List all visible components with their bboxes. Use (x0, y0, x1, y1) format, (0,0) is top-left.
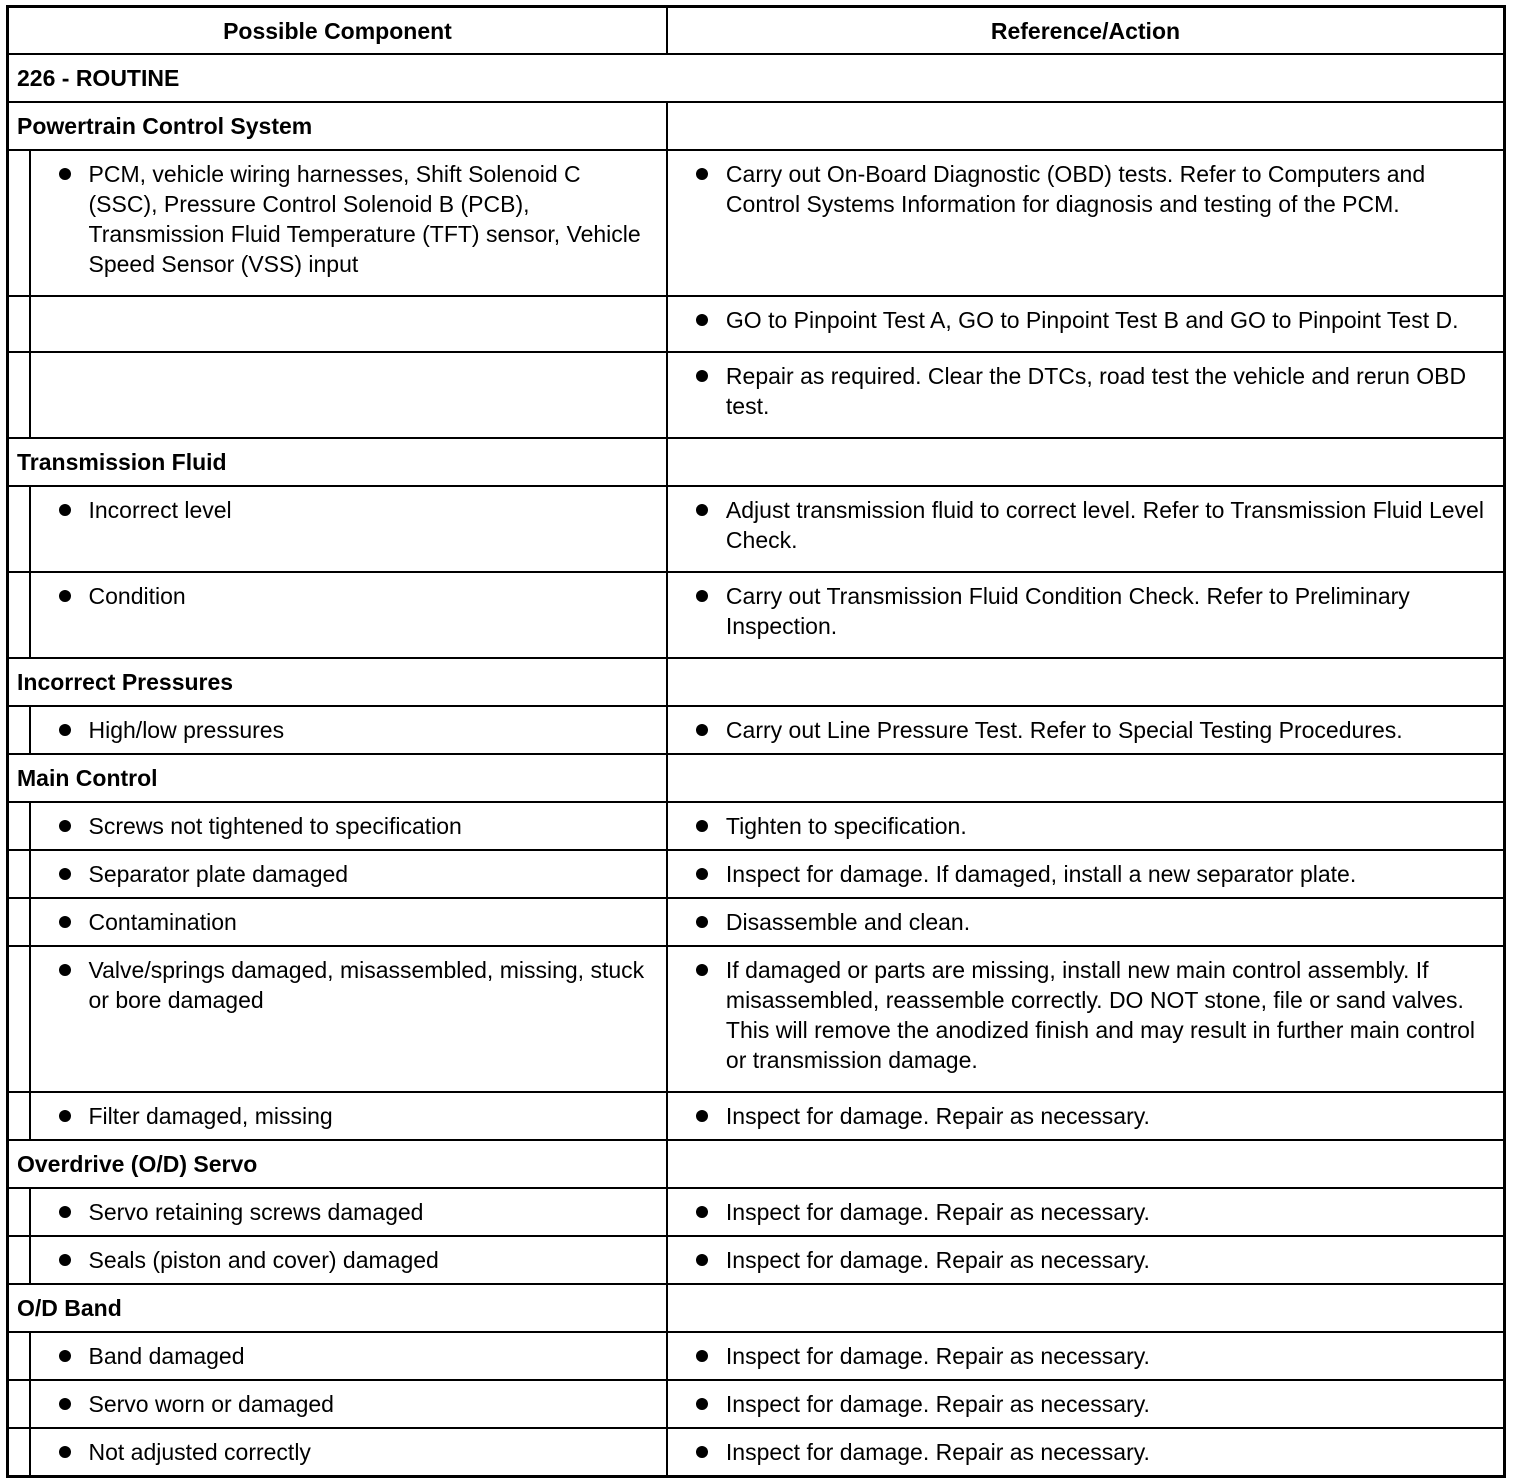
indent-cell (8, 572, 30, 658)
indent-cell (8, 946, 30, 1092)
category-action-blank (667, 102, 1505, 150)
category-row (8, 102, 1505, 150)
indent-cell (8, 898, 30, 946)
diagnosis-table (6, 5, 1506, 1478)
component-text: Incorrect level (59, 495, 656, 525)
title-row (8, 54, 1505, 102)
indent-cell (8, 486, 30, 572)
action-cell (667, 850, 1505, 898)
indent-cell (8, 352, 30, 438)
category-label: Overdrive (O/D) Servo (8, 1140, 667, 1188)
table-row (8, 850, 1505, 898)
table-body (8, 54, 1505, 1477)
table-row (8, 898, 1505, 946)
table-row (8, 706, 1505, 754)
category-label: Incorrect Pressures (8, 658, 667, 706)
action-cell (667, 1188, 1505, 1236)
action-text: Tighten to specification. (696, 811, 1495, 841)
action-cell (667, 802, 1505, 850)
component-cell (30, 1380, 667, 1428)
indent-cell (8, 850, 30, 898)
indent-cell (8, 1428, 30, 1477)
category-action-blank (667, 658, 1505, 706)
indent-cell (8, 802, 30, 850)
category-row (8, 438, 1505, 486)
component-text: Valve/springs damaged, misassembled, missing, stuck or bore damaged (59, 955, 656, 1015)
action-text: Inspect for damage. Repair as necessary. (696, 1389, 1495, 1419)
category-label: Transmission Fluid (8, 438, 667, 486)
action-text: If damaged or parts are missing, install new main control assembly. If misassembled, reassemble correctly. DO NOT stone, file or sand valves. This will remove the anodized finish and may result in further main control or transmission damage. (696, 955, 1495, 1075)
table-row (8, 1380, 1505, 1428)
action-text: Adjust transmission fluid to correct level. Refer to Transmission Fluid Level Check. (696, 495, 1495, 555)
component-cell (30, 850, 667, 898)
action-cell (667, 1236, 1505, 1284)
component-text: Seals (piston and cover) damaged (59, 1245, 656, 1275)
component-cell (30, 150, 667, 296)
component-text: Servo retaining screws damaged (59, 1197, 656, 1227)
component-cell (30, 1236, 667, 1284)
component-text: Screws not tightened to specification (59, 811, 656, 841)
component-text: PCM, vehicle wiring harnesses, Shift Solenoid C (SSC), Pressure Control Solenoid B (PCB), Transmission Fluid Temperature (TFT) sensor, Vehicle Speed Sensor (VSS) input (59, 159, 656, 279)
component-cell (30, 802, 667, 850)
action-cell (667, 1428, 1505, 1477)
action-cell (667, 706, 1505, 754)
component-cell (30, 1332, 667, 1380)
component-text: Not adjusted correctly (59, 1437, 656, 1467)
table-row (8, 572, 1505, 658)
category-action-blank (667, 438, 1505, 486)
indent-cell (8, 1188, 30, 1236)
category-row (8, 754, 1505, 802)
action-text: Carry out Line Pressure Test. Refer to Special Testing Procedures. (696, 715, 1495, 745)
component-cell (30, 706, 667, 754)
routine-title: 226 - ROUTINE (8, 54, 1505, 102)
action-cell (667, 946, 1505, 1092)
action-text: Carry out Transmission Fluid Condition Check. Refer to Preliminary Inspection. (696, 581, 1495, 641)
action-text: Inspect for damage. Repair as necessary. (696, 1197, 1495, 1227)
action-cell (667, 898, 1505, 946)
indent-cell (8, 296, 30, 352)
component-cell (30, 946, 667, 1092)
category-row (8, 1140, 1505, 1188)
component-text: Separator plate damaged (59, 859, 656, 889)
header-row (8, 7, 1505, 55)
table-row (8, 1092, 1505, 1140)
component-cell (30, 1428, 667, 1477)
component-text: Condition (59, 581, 656, 611)
category-label: Main Control (8, 754, 667, 802)
action-text: Inspect for damage. Repair as necessary. (696, 1101, 1495, 1131)
component-cell (30, 898, 667, 946)
action-cell (667, 352, 1505, 438)
table-row (8, 1236, 1505, 1284)
category-action-blank (667, 1284, 1505, 1332)
component-text: Filter damaged, missing (59, 1101, 656, 1131)
header-component: Possible Component (8, 7, 667, 55)
component-text: High/low pressures (59, 715, 656, 745)
table-row (8, 486, 1505, 572)
component-text: Servo worn or damaged (59, 1389, 656, 1419)
category-label: O/D Band (8, 1284, 667, 1332)
table-row (8, 946, 1505, 1092)
action-cell (667, 1332, 1505, 1380)
action-cell (667, 150, 1505, 296)
category-action-blank (667, 1140, 1505, 1188)
table-row (8, 1428, 1505, 1477)
category-action-blank (667, 754, 1505, 802)
action-text: Inspect for damage. Repair as necessary. (696, 1341, 1495, 1371)
table-row (8, 296, 1505, 352)
action-text: Inspect for damage. If damaged, install a new separator plate. (696, 859, 1495, 889)
component-cell (30, 352, 667, 438)
component-text: Band damaged (59, 1341, 656, 1371)
indent-cell (8, 1236, 30, 1284)
component-cell (30, 486, 667, 572)
indent-cell (8, 706, 30, 754)
header-action: Reference/Action (667, 7, 1505, 55)
category-row (8, 658, 1505, 706)
action-text: GO to Pinpoint Test A, GO to Pinpoint Test B and GO to Pinpoint Test D. (696, 305, 1495, 335)
indent-cell (8, 1332, 30, 1380)
action-text: Repair as required. Clear the DTCs, road test the vehicle and rerun OBD test. (696, 361, 1495, 421)
action-cell (667, 486, 1505, 572)
action-text: Disassemble and clean. (696, 907, 1495, 937)
component-cell (30, 572, 667, 658)
category-label: Powertrain Control System (8, 102, 667, 150)
component-cell (30, 1092, 667, 1140)
category-row (8, 1284, 1505, 1332)
table-row (8, 352, 1505, 438)
action-text: Inspect for damage. Repair as necessary. (696, 1245, 1495, 1275)
action-cell (667, 1380, 1505, 1428)
component-cell (30, 1188, 667, 1236)
component-cell (30, 296, 667, 352)
table-row (8, 1332, 1505, 1380)
table-row (8, 1188, 1505, 1236)
action-cell (667, 296, 1505, 352)
indent-cell (8, 1092, 30, 1140)
indent-cell (8, 150, 30, 296)
table-row (8, 802, 1505, 850)
action-text: Carry out On-Board Diagnostic (OBD) tests. Refer to Computers and Control Systems Information for diagnosis and testing of the PCM. (696, 159, 1495, 219)
action-text: Inspect for damage. Repair as necessary. (696, 1437, 1495, 1467)
indent-cell (8, 1380, 30, 1428)
action-cell (667, 1092, 1505, 1140)
component-text: Contamination (59, 907, 656, 937)
action-cell (667, 572, 1505, 658)
table-row (8, 150, 1505, 296)
